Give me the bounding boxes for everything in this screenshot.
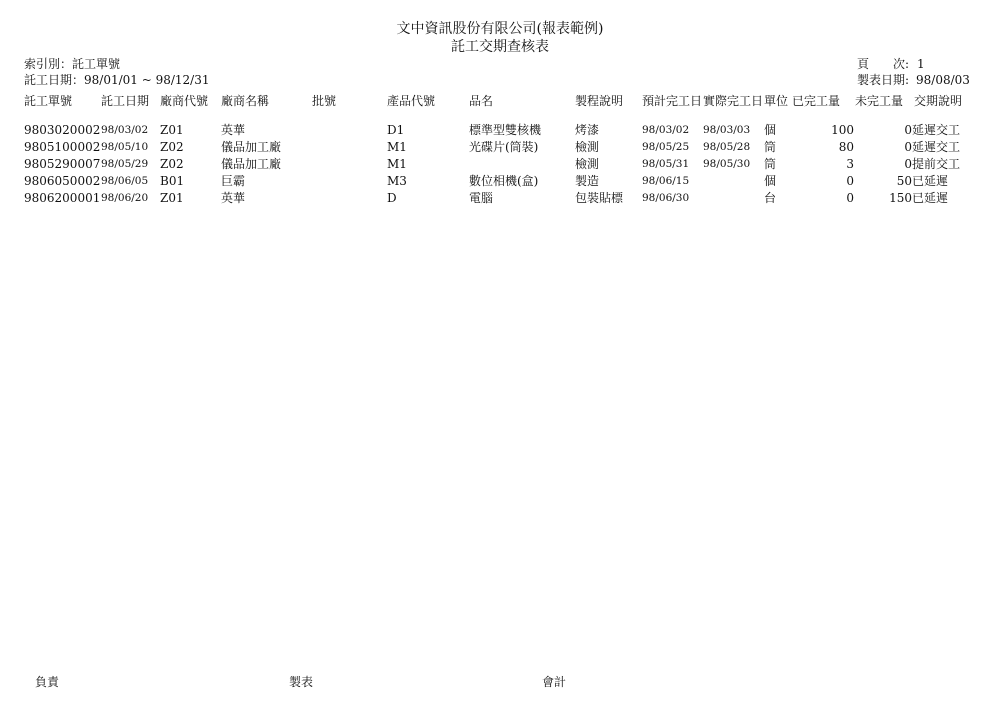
cell-order-date: 98/06/20 (101, 192, 149, 204)
col-pending-qty: 未完工量 (855, 94, 904, 108)
cell-process: 烤漆 (575, 123, 600, 137)
cell-process: 包裝貼標 (575, 191, 624, 205)
cell-done-qty: 80 (838, 140, 854, 154)
index-label: 索引別：託工單號 (24, 57, 121, 71)
col-batch-no: 批號 (312, 94, 337, 108)
col-unit: 單位 (764, 94, 789, 108)
footer-prepared-by: 製表 (289, 675, 314, 689)
cell-vendor-name: 英華 (221, 123, 246, 137)
footer-accounting: 會計 (542, 675, 567, 689)
col-order-no: 託工單號 (24, 94, 73, 108)
cell-process: 製造 (575, 174, 600, 188)
cell-unit: 筒 (764, 140, 777, 154)
cell-product-code: D (387, 191, 397, 205)
col-delivery-note: 交期說明 (914, 94, 963, 108)
footer-responsible: 負責 (35, 675, 60, 689)
cell-done-qty: 0 (846, 174, 854, 188)
cell-planned-finish: 98/06/30 (642, 192, 690, 204)
cell-product-code: M1 (387, 157, 407, 171)
cell-order-date: 98/03/02 (101, 124, 149, 136)
cell-actual-finish: 98/03/03 (703, 124, 751, 136)
cell-vendor-name: 儀品加工廠 (221, 140, 282, 154)
cell-process: 檢測 (575, 140, 600, 154)
cell-order-date: 98/05/10 (101, 141, 149, 153)
col-vendor-code: 廠商代號 (160, 94, 209, 108)
report-title: 託工交期查核表 (451, 39, 549, 55)
page-value: 1 (917, 57, 925, 71)
cell-pending-qty: 0 (904, 123, 912, 137)
cell-order-no: 9806050002 (24, 174, 101, 188)
cell-pending-qty: 50 (896, 174, 912, 188)
cell-order-no: 9805100002 (24, 140, 101, 154)
cell-product-name: 標準型雙核機 (469, 123, 542, 137)
cell-pending-qty: 150 (889, 191, 912, 205)
cell-order-no: 9805290007 (24, 157, 101, 171)
cell-order-date: 98/05/29 (101, 158, 149, 170)
cell-product-code: M1 (387, 140, 407, 154)
cell-order-no: 9806200001 (24, 191, 101, 205)
cell-vendor-name: 儀品加工廠 (221, 157, 282, 171)
cell-planned-finish: 98/05/25 (642, 141, 690, 153)
cell-delivery-note: 提前交工 (912, 157, 961, 171)
cell-done-qty: 0 (846, 191, 854, 205)
print-date-value: 98/08/03 (916, 73, 970, 87)
cell-delivery-note: 延遲交工 (912, 140, 961, 154)
cell-pending-qty: 0 (904, 140, 912, 154)
col-order-date: 託工日期 (101, 94, 150, 108)
cell-delivery-note: 已延遲 (912, 191, 949, 205)
cell-product-name: 數位相機(盒) (469, 174, 539, 188)
cell-vendor-code: B01 (160, 174, 185, 188)
col-product-code: 產品代號 (387, 94, 436, 108)
col-planned-finish: 預計完工日 (642, 94, 703, 108)
cell-order-date: 98/06/05 (101, 175, 149, 187)
cell-planned-finish: 98/05/31 (642, 158, 690, 170)
cell-product-name: 電腦 (469, 191, 494, 205)
col-product-name: 品名 (469, 94, 494, 108)
cell-vendor-code: Z02 (160, 140, 184, 154)
cell-vendor-name: 巨霸 (221, 174, 246, 188)
company-title: 文中資訊股份有限公司(報表範例) (396, 21, 604, 37)
cell-done-qty: 100 (831, 123, 854, 137)
cell-product-code: D1 (387, 123, 405, 137)
cell-planned-finish: 98/03/02 (642, 124, 690, 136)
cell-unit: 台 (764, 191, 777, 205)
page-label: 頁 次: (857, 57, 910, 71)
cell-product-name: 光碟片(筒裝) (469, 140, 539, 154)
cell-vendor-code: Z01 (160, 123, 184, 137)
cell-actual-finish: 98/05/28 (703, 141, 751, 153)
col-vendor-name: 廠商名稱 (221, 94, 270, 108)
col-process: 製程說明 (575, 94, 624, 108)
cell-planned-finish: 98/06/15 (642, 175, 690, 187)
cell-vendor-code: Z01 (160, 191, 184, 205)
cell-unit: 個 (764, 123, 777, 137)
cell-done-qty: 3 (846, 157, 854, 171)
print-date-label: 製表日期: (857, 73, 910, 87)
cell-product-code: M3 (387, 174, 407, 188)
cell-process: 檢測 (575, 157, 600, 171)
cell-delivery-note: 已延遲 (912, 174, 949, 188)
col-actual-finish: 實際完工日 (703, 94, 764, 108)
cell-order-no: 9803020002 (24, 123, 101, 137)
col-done-qty: 已完工量 (792, 94, 841, 108)
cell-pending-qty: 0 (904, 157, 912, 171)
cell-vendor-name: 英華 (221, 191, 246, 205)
cell-delivery-note: 延遲交工 (912, 123, 961, 137)
cell-actual-finish: 98/05/30 (703, 158, 751, 170)
cell-vendor-code: Z02 (160, 157, 184, 171)
date-range-label: 託工日期：98/01/01 ~ 98/12/31 (24, 73, 210, 87)
cell-unit: 個 (764, 174, 777, 188)
cell-unit: 筒 (764, 157, 777, 171)
